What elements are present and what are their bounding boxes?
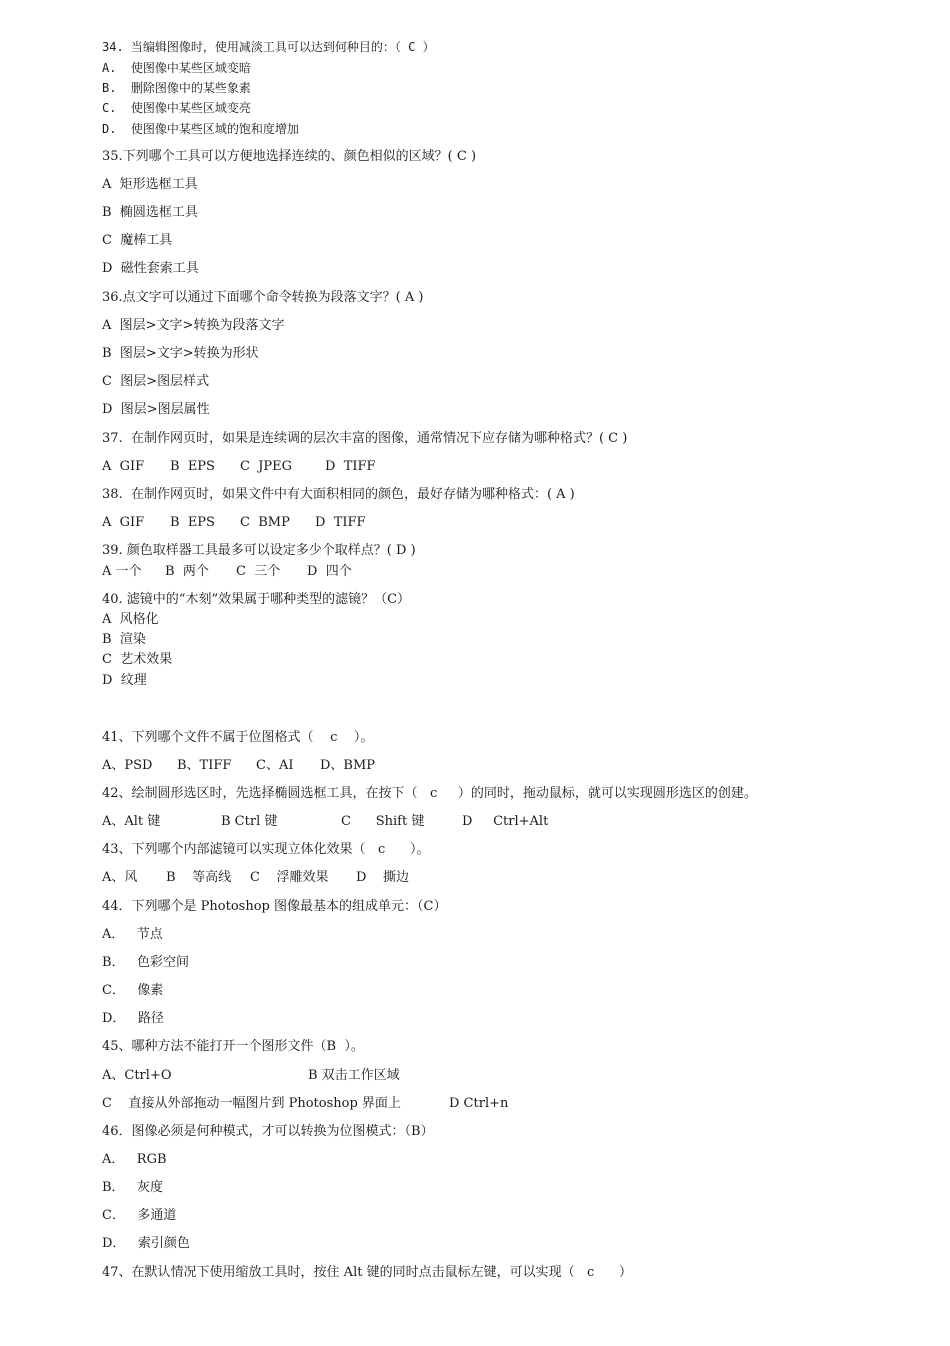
question-45-row-1 [102,1068,400,1084]
question-35-option-a: A 矩形选框工具 [102,177,198,192]
question-46-title: 46．图像必须是何种模式，才可以转换为位图模式：（B） [102,1124,434,1139]
question-42-title: 42、绘制圆形选区时，先选择椭圆选框工具，在按下（ c ）的同时，拖动鼠标，就可以实现圆形选区的创建。 [102,786,757,801]
question-40-option-a: A 风格化 [102,612,159,627]
question-44-option-d: D． 路径 [102,1011,164,1026]
question-43-option-d: D 撕边 [356,870,409,885]
question-40-option-c: C 艺术效果 [102,652,173,667]
question-35-option-c: C 魔棒工具 [102,233,173,248]
question-34-title: 34. 当编辑图像时，使用减淡工具可以达到何种目的：（ C ） [102,40,435,54]
question-45-option-b: B 双击工作区域 [308,1068,400,1083]
question-44-option-c: C． 像素 [102,983,164,998]
question-38-option-d: D TIFF [315,515,366,530]
question-37-option-b: B EPS [170,459,215,474]
question-34-option-a: A. 使图像中某些区域变暗 [102,61,251,75]
question-43-option-a: A、风 [102,870,138,885]
question-37-option-c: C JPEG [240,459,293,474]
question-36-option-a: A 图层>文字>转换为段落文字 [102,318,285,333]
question-44-option-b: B． 色彩空间 [102,955,189,970]
question-41-option-d: D、BMP [320,758,376,773]
question-39-option-b: B 两个 [165,564,209,579]
question-35-option-b: B 椭圆选框工具 [102,205,198,220]
question-38-options [102,515,366,531]
question-39-option-c: C 三个 [236,564,281,579]
question-38-option-b: B EPS [170,515,215,530]
question-40-option-d: D 纹理 [102,673,147,688]
question-45-option-d: D Ctrl+n [449,1096,509,1111]
question-44-title: 44．下列哪个是 Photoshop 图像最基本的组成单元：（C） [102,899,447,914]
question-39-option-d: D 四个 [307,564,352,579]
question-36-option-b: B 图层>文字>转换为形状 [102,346,259,361]
question-37-option-a: A GIF [102,459,145,474]
question-39-options [102,564,352,580]
question-43-options [102,870,409,886]
question-37-option-d: D TIFF [325,459,376,474]
question-46-option-d: D． 索引颜色 [102,1236,190,1251]
question-46-option-a: A． RGB [102,1152,167,1167]
question-43-option-b: B 等高线 [166,870,232,885]
question-41-options [102,758,376,774]
question-45-option-a: A、Ctrl+O [102,1068,172,1083]
question-47-title: 47、在默认情况下使用缩放工具时，按住 Alt 键的同时点击鼠标左键，可以实现（ c ） [102,1265,633,1280]
question-42-option-a: A、Alt 键 [102,814,161,829]
question-36-option-c: C 图层>图层样式 [102,374,210,389]
question-41-option-c: C、AI [256,758,294,773]
question-45-option-c: C 直接从外部拖动一幅图片到 Photoshop 界面上 [102,1096,401,1111]
question-43-title: 43、下列哪个内部滤镜可以实现立体化效果（ c ）。 [102,842,430,857]
question-45-row-2 [102,1096,509,1112]
question-38-title: 38. 在制作网页时，如果文件中有大面积相同的颜色，最好存储为哪种格式：( A ) [102,487,575,502]
question-42-option-d: D Ctrl+Alt [462,814,549,829]
question-44-option-a: A． 节点 [102,927,163,942]
question-35-option-d: D 磁性套索工具 [102,261,199,276]
question-46-option-c: C． 多通道 [102,1208,177,1223]
question-34-option-d: D. 使图像中某些区域的饱和度增加 [102,122,299,136]
question-34-option-b: B. 删除图像中的某些象素 [102,81,251,95]
question-41-title: 41、下列哪个文件不属于位图格式（ c ）。 [102,730,374,745]
question-41-option-a: A、PSD [102,758,153,773]
question-37-title: 37. 在制作网页时，如果是连续调的层次丰富的图像，通常情况下应存储为哪种格式？( C ) [102,431,628,446]
question-37-options [102,459,376,475]
question-34-option-c: C. 使图像中某些区域变亮 [102,101,251,115]
question-36-title: 36.点文字可以通过下面哪个命令转换为段落文字？( A ) [102,290,424,305]
question-39-title: 39. 颜色取样器工具最多可以设定多少个取样点？( D ) [102,543,416,558]
question-40-option-b: B 渲染 [102,632,146,647]
question-45-title: 45、哪种方法不能打开一个图形文件（B ）。 [102,1039,364,1054]
question-42-option-c: C Shift 键 [341,814,425,829]
question-41-option-b: B、TIFF [177,758,232,773]
question-38-option-a: A GIF [102,515,145,530]
question-35-title: 35.下列哪个工具可以方便地选择连续的、颜色相似的区域？( C ) [102,149,477,164]
question-42-options [102,814,549,830]
question-39-option-a: A 一个 [102,564,142,579]
question-40-title: 40. 滤镜中的“木刻”效果属于哪种类型的滤镜？（C） [102,592,411,607]
question-38-option-c: C BMP [240,515,290,530]
question-36-option-d: D 图层>图层属性 [102,402,210,417]
question-46-option-b: B． 灰度 [102,1180,163,1195]
question-43-option-c: C 浮雕效果 [250,870,329,885]
question-42-option-b: B Ctrl 键 [221,814,278,829]
